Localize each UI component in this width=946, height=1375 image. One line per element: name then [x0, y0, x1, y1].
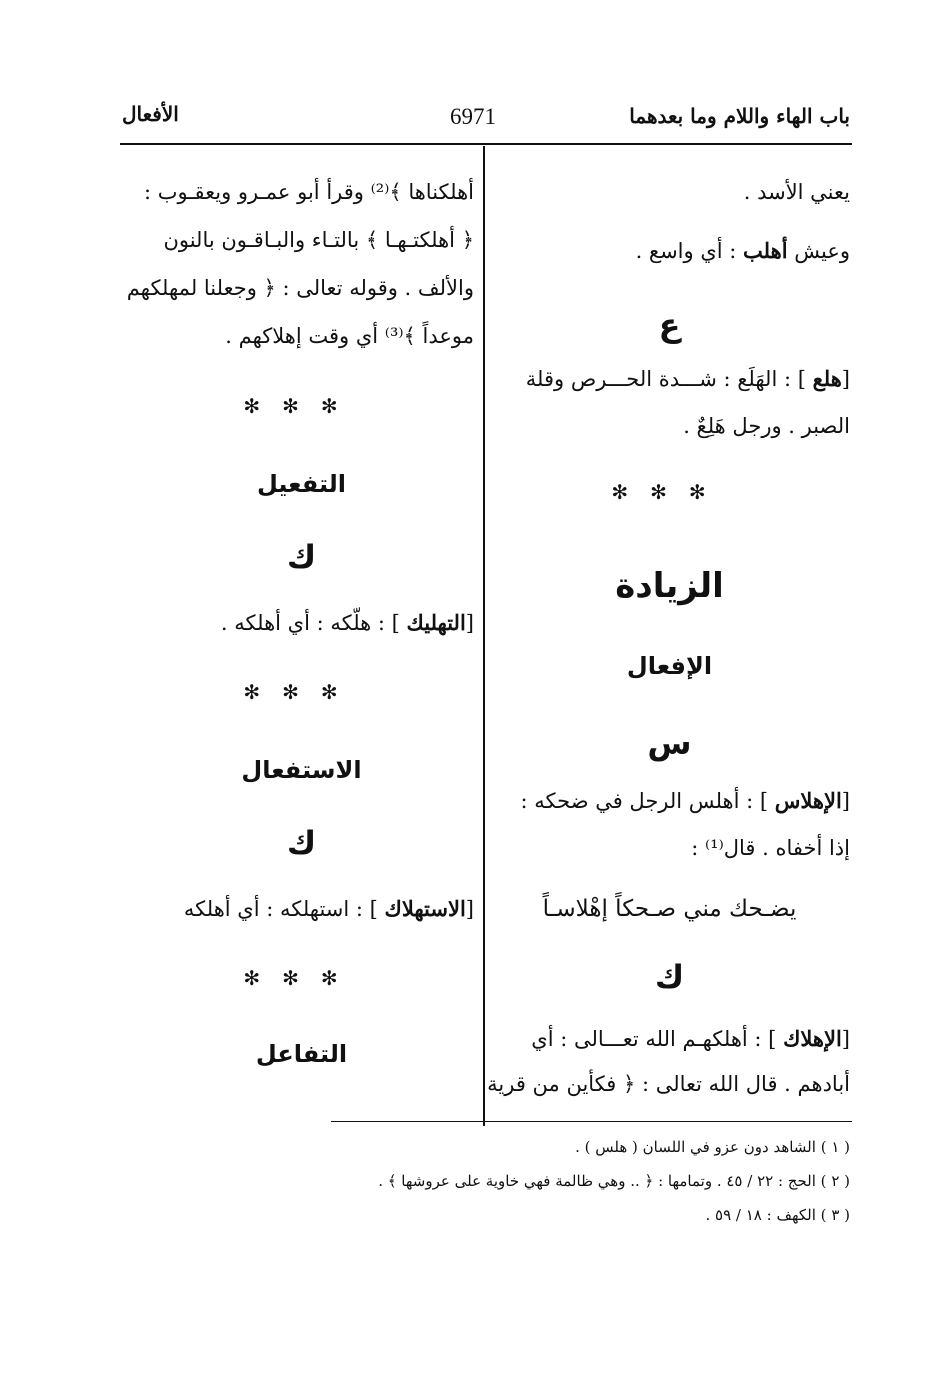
left-entry-tahlik — [221, 610, 474, 635]
entry-headword: أهلب — [743, 238, 788, 263]
entry-headword: هلع — [812, 366, 842, 391]
entry-definition: ] : هلّكه : أي أهلكه . — [220, 611, 407, 635]
section-separator-stars: ✻✻✻ — [243, 394, 360, 418]
right-entry-ahlab — [636, 238, 850, 263]
header-rule — [120, 143, 852, 145]
entry-definition: : أي واسع . — [635, 239, 744, 263]
right-entry-ihlas — [521, 788, 850, 813]
entry-definition: ] : أهلكهـم الله تعـــالى : أي — [531, 1027, 784, 1051]
footnote-3: ( ٣ ) الكهف : ١٨ / ٥٩ . — [705, 1206, 850, 1224]
section-separator-stars: ✻✻✻ — [243, 966, 360, 990]
left-text-line-3: والألف . وقوله تعالى : ﴿ وجعلنا لمهلكهم — [126, 276, 474, 300]
bracket-open: [ — [841, 1027, 850, 1051]
running-header-section: الأفعال — [122, 102, 179, 126]
section-heading-tafaul: التفاعل — [255, 1040, 348, 1068]
right-text-line-1: يعني الأسد . — [743, 180, 850, 204]
root-letter-kaf: ك — [654, 958, 685, 996]
section-heading-ifal: الإفعال — [626, 652, 713, 680]
bracket-open: [ — [841, 367, 850, 391]
entry-definition: ] : استهلكه : أي أهلكه — [183, 897, 385, 921]
root-letter-ain: ع — [658, 306, 681, 344]
entry-definition: ] : أهلس الرجل في ضحكه : — [520, 789, 775, 813]
entry-headword: الإهلاك — [783, 1026, 842, 1051]
root-letter-kaf: ك — [286, 538, 317, 576]
entry-headword: الاستهلاك — [384, 896, 466, 921]
poetry-verse: يضـحك مني صـحكاً إهْلاسـاً — [542, 896, 797, 922]
right-entry-hala — [526, 366, 850, 391]
root-letter-kaf: ك — [286, 824, 317, 862]
chapter-heading-ziyada: الزيادة — [615, 566, 724, 606]
right-text-line-4: الصبر . ورجل هَلِعٌ . — [683, 414, 850, 438]
bracket-open: [ — [465, 897, 474, 921]
section-separator-stars: ✻✻✻ — [611, 480, 728, 504]
entry-definition: ] : الهَلَع : شـــدة الحـــرص وقلة — [525, 367, 813, 391]
section-separator-stars: ✻✻✻ — [243, 680, 360, 704]
left-text-line-1: أهلكناها ﴾⁽²⁾ وقرأ أبو عمـرو ويعقـوب : — [143, 180, 474, 204]
right-text-line-6: إذا أخفاه . قال⁽¹⁾ : — [691, 836, 850, 860]
bracket-open: [ — [841, 789, 850, 813]
footnote-2: ( ٢ ) الحج : ٢٢ / ٤٥ . وتمامها : ﴿ .. وهي ظالمة فهي خاوية على عروشها ﴾ . — [378, 1172, 850, 1190]
entry-headword: التهليك — [406, 610, 466, 635]
root-letter-sin: س — [647, 724, 692, 762]
left-text-line-4: موعداً ﴾⁽³⁾ أي وقت إهلاكهم . — [225, 324, 474, 348]
bracket-open: [ — [465, 611, 474, 635]
entry-prefix: وعيش — [787, 239, 850, 263]
right-text-line-8: أبادهم . قال الله تعالى : ﴿ فكأين من قرية — [487, 1072, 850, 1096]
left-entry-istihlak — [184, 896, 474, 921]
page-number: 6971 — [450, 104, 496, 129]
right-entry-ihlak — [531, 1026, 850, 1051]
footnote-1: ( ١ ) الشاهد دون عزو في اللسان ( هلس ) . — [575, 1138, 850, 1156]
column-divider — [483, 146, 485, 1126]
running-header-chapter: باب الهاء واللام وما بعدهما — [629, 104, 850, 128]
section-heading-tafil: التفعيل — [256, 470, 347, 498]
entry-headword: الإهلاس — [774, 788, 842, 813]
footnote-rule — [331, 1121, 852, 1122]
left-text-line-2: ﴿ أهلكتـهـا ﴾ بالتـاء والبـاقـون بالنون — [163, 228, 474, 252]
section-heading-istifal: الاستفعال — [241, 756, 362, 784]
